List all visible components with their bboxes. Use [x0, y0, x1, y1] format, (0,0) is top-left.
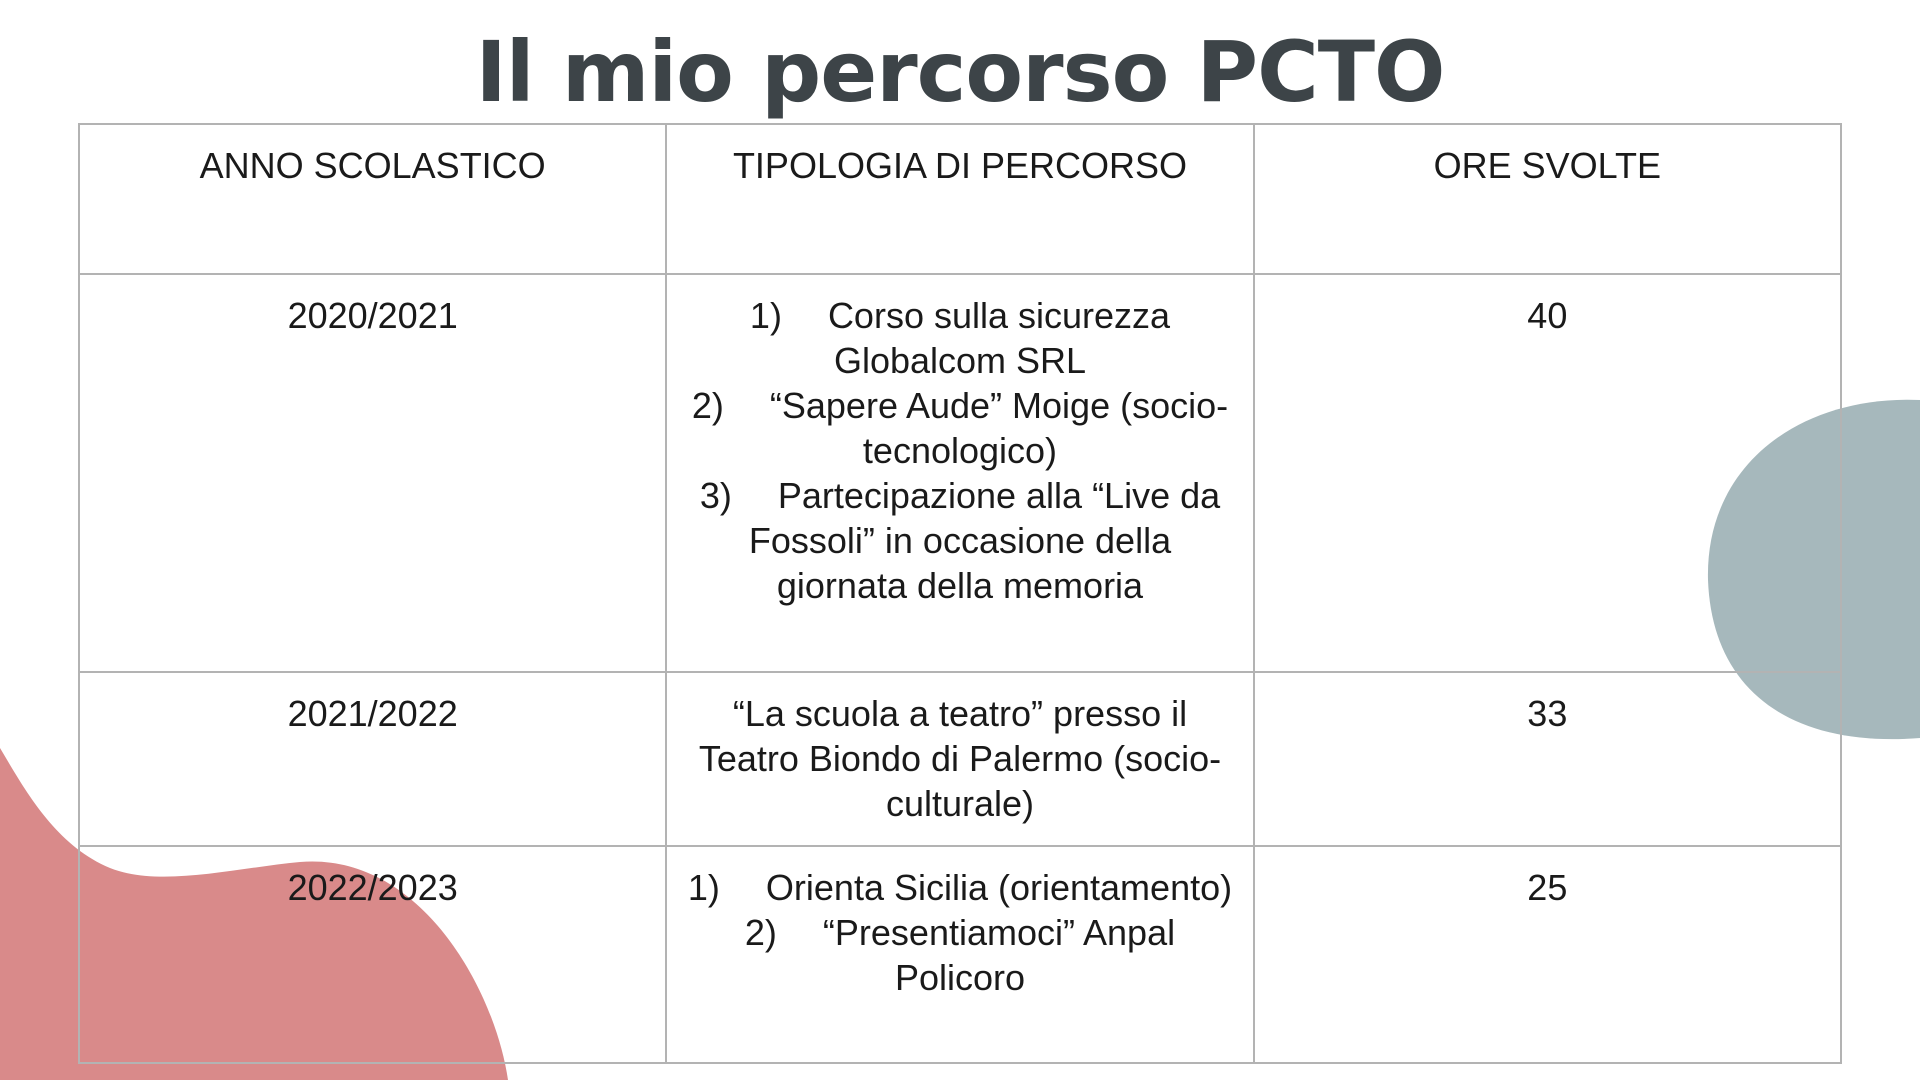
- table-row: [79, 274, 1841, 672]
- table-row: [79, 672, 1841, 846]
- list-item: “Presentiamoci” Anpal Policoro: [822, 912, 1176, 998]
- activity-cell: [666, 846, 1253, 1063]
- year-cell: 2022/2023: [79, 846, 666, 1063]
- hours-cell: 40: [1254, 274, 1841, 672]
- activity-list: [687, 865, 1232, 1000]
- activity-list: [687, 293, 1232, 608]
- list-item: Partecipazione alla “Live da Fossoli” in occasione della giornata della memoria: [748, 475, 1221, 606]
- table-header-row: [79, 124, 1841, 274]
- list-item: Corso sulla sicurezza Globalcom SRL: [827, 295, 1171, 381]
- table-row: [79, 846, 1841, 1063]
- activity-cell: “La scuola a teatro” presso il Teatro Biondo di Palermo (socio-culturale): [666, 672, 1253, 846]
- year-cell: 2020/2021: [79, 274, 666, 672]
- header-cell-hours: ORE SVOLTE: [1254, 124, 1841, 274]
- activity-cell: [666, 274, 1253, 672]
- hours-cell: 25: [1254, 846, 1841, 1063]
- list-item: Orienta Sicilia (orientamento): [765, 867, 1233, 908]
- hours-cell: 33: [1254, 672, 1841, 846]
- header-cell-year: ANNO SCOLASTICO: [79, 124, 666, 274]
- year-cell: 2021/2022: [79, 672, 666, 846]
- page-title: Il mio percorso PCTO: [475, 23, 1445, 121]
- pcto-table: [78, 123, 1842, 1064]
- list-item: “Sapere Aude” Moige (socio-tecnologico): [769, 385, 1229, 471]
- header-cell-type: TIPOLOGIA DI PERCORSO: [666, 124, 1253, 274]
